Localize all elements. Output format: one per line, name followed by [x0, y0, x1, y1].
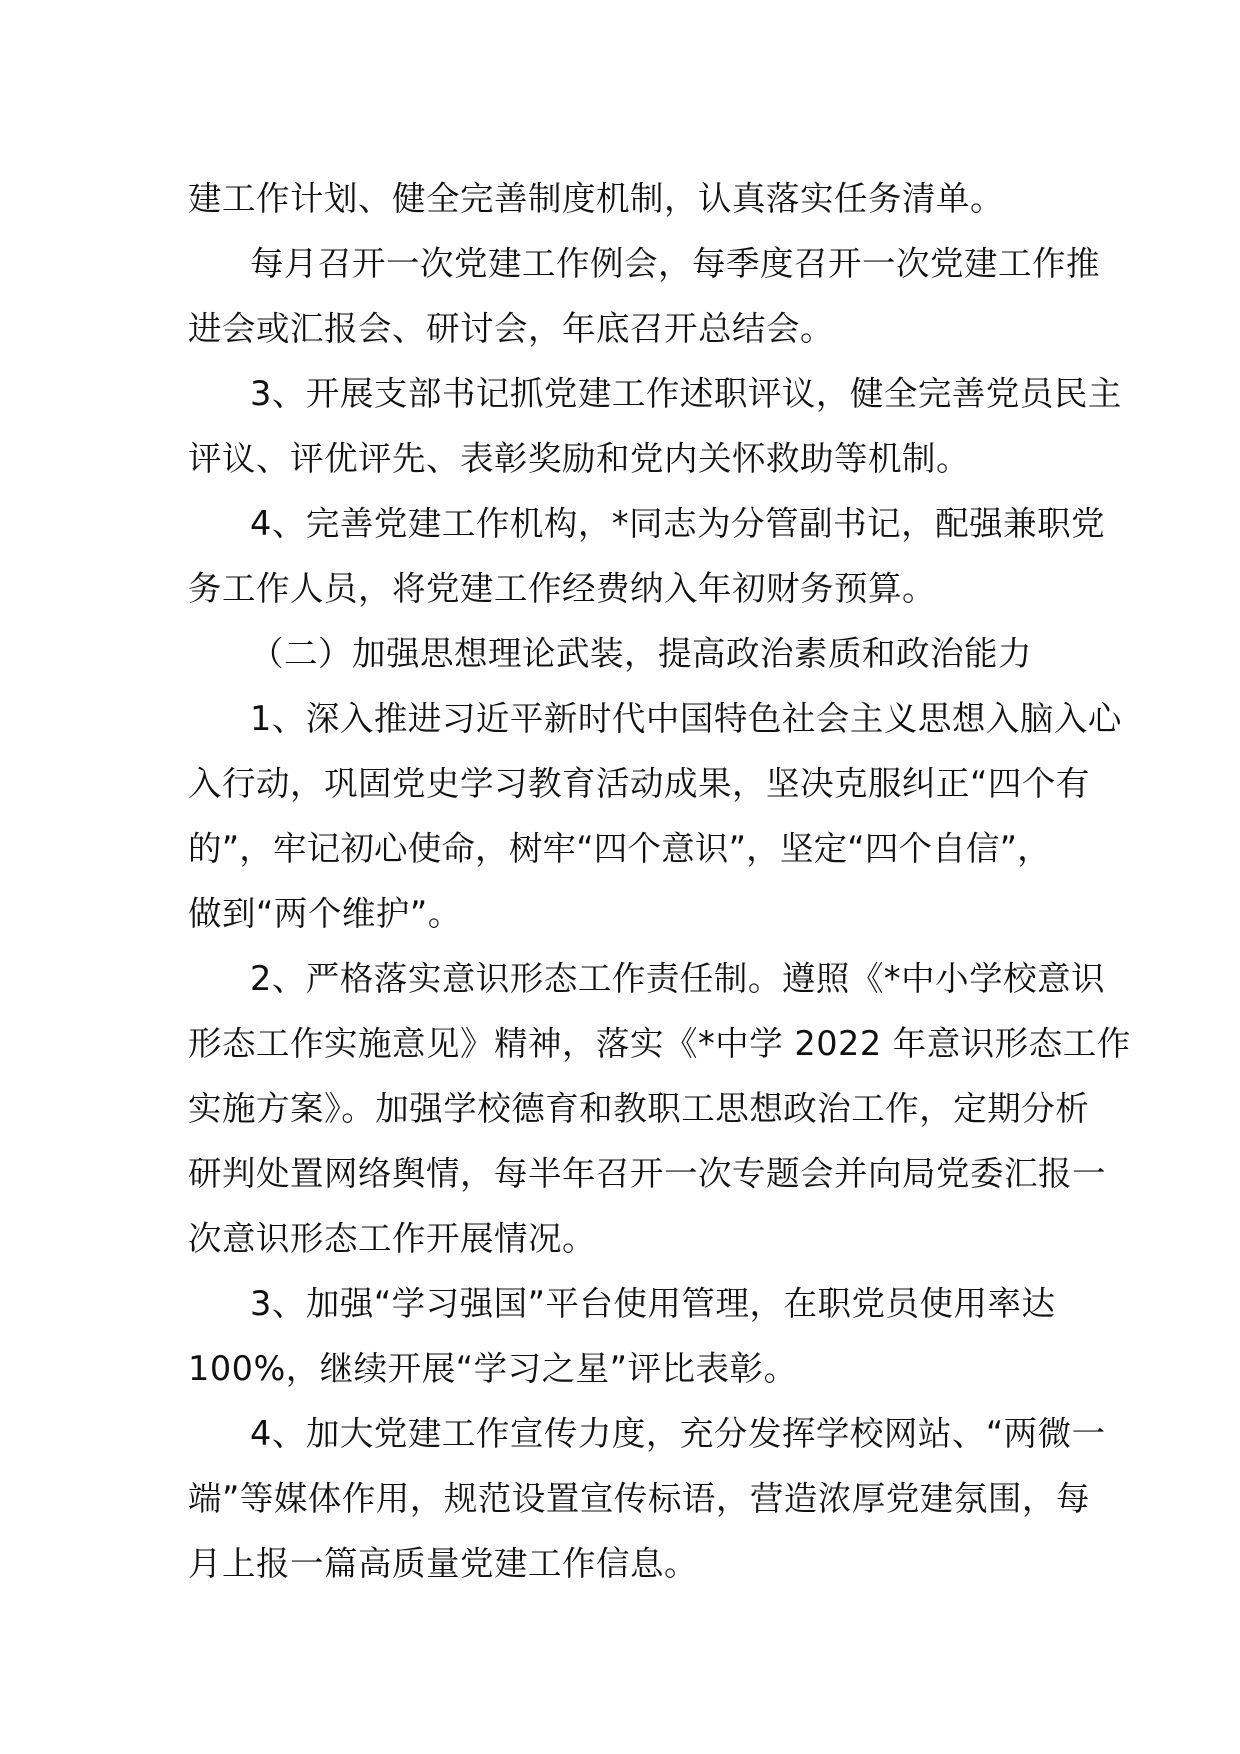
text-line: 的”，牢记初心使命，树牢“四个意识”，坚定“四个自信”，	[188, 829, 1051, 868]
text-line: 3、加强“学习强国”平台使用管理，在职党员使用率达	[250, 1284, 1056, 1323]
text-line: 形态工作实施意见》精神，落实《*中学 2022 年意识形态工作	[188, 1024, 1131, 1063]
text-line: 4、加大党建工作宣传力度，充分发挥学校网站、“两微一	[250, 1414, 1106, 1453]
paragraph-7	[188, 1271, 1068, 1401]
text-line: 次意识形态工作开展情况。	[188, 1219, 596, 1258]
paragraph-4	[188, 491, 1106, 621]
paragraph-3	[188, 361, 1122, 491]
paragraph-5	[188, 686, 1122, 946]
text-line: 评议、评优评先、表彰奖励和党内关怀救助等机制。	[188, 439, 970, 478]
section-heading	[188, 621, 1068, 686]
text-line: 2、严格落实意识形态工作责任制。遵照《*中小学校意识	[250, 959, 1106, 998]
text-line: 1、深入推进习近平新时代中国特色社会主义思想入脑入心	[250, 699, 1122, 738]
text-line: 进会或汇报会、研讨会，年底召开总结会。	[188, 309, 834, 348]
text-line: 每月召开一次党建工作例会，每季度召开一次党建工作推	[250, 244, 1100, 283]
text-line: 做到“两个维护”。	[188, 894, 462, 933]
text-line: 建工作计划、健全完善制度机制，认真落实任务清单。	[188, 179, 1004, 218]
paragraph-8	[188, 1401, 1106, 1596]
text-line: 端”等媒体作用，规范设置宣传标语，营造浓厚党建氛围，每	[188, 1479, 1090, 1518]
text-line: 100%，继续开展“学习之星”评比表彰。	[188, 1349, 798, 1388]
text-line: （二）加强思想理论武装，提高政治素质和政治能力	[250, 634, 1032, 673]
paragraph-2	[188, 231, 1100, 361]
text-line: 务工作人员，将党建工作经费纳入年初财务预算。	[188, 569, 936, 608]
paragraph-1	[188, 166, 1068, 231]
paragraph-6	[188, 946, 1131, 1271]
text-line: 入行动，巩固党史学习教育活动成果，坚决克服纠正“四个有	[188, 764, 1090, 803]
text-line: 月上报一篇高质量党建工作信息。	[188, 1544, 698, 1583]
text-line: 研判处置网络舆情，每半年召开一次专题会并向局党委汇报一	[188, 1154, 1106, 1193]
text-line: 实施方案》。加强学校德育和教职工思想政治工作，定期分析	[188, 1089, 1090, 1128]
text-line: 4、完善党建工作机构，*同志为分管副书记，配强兼职党	[250, 504, 1106, 543]
document-body	[188, 166, 1131, 1596]
text-line: 3、开展支部书记抓党建工作述职评议，健全完善党员民主	[250, 374, 1122, 413]
